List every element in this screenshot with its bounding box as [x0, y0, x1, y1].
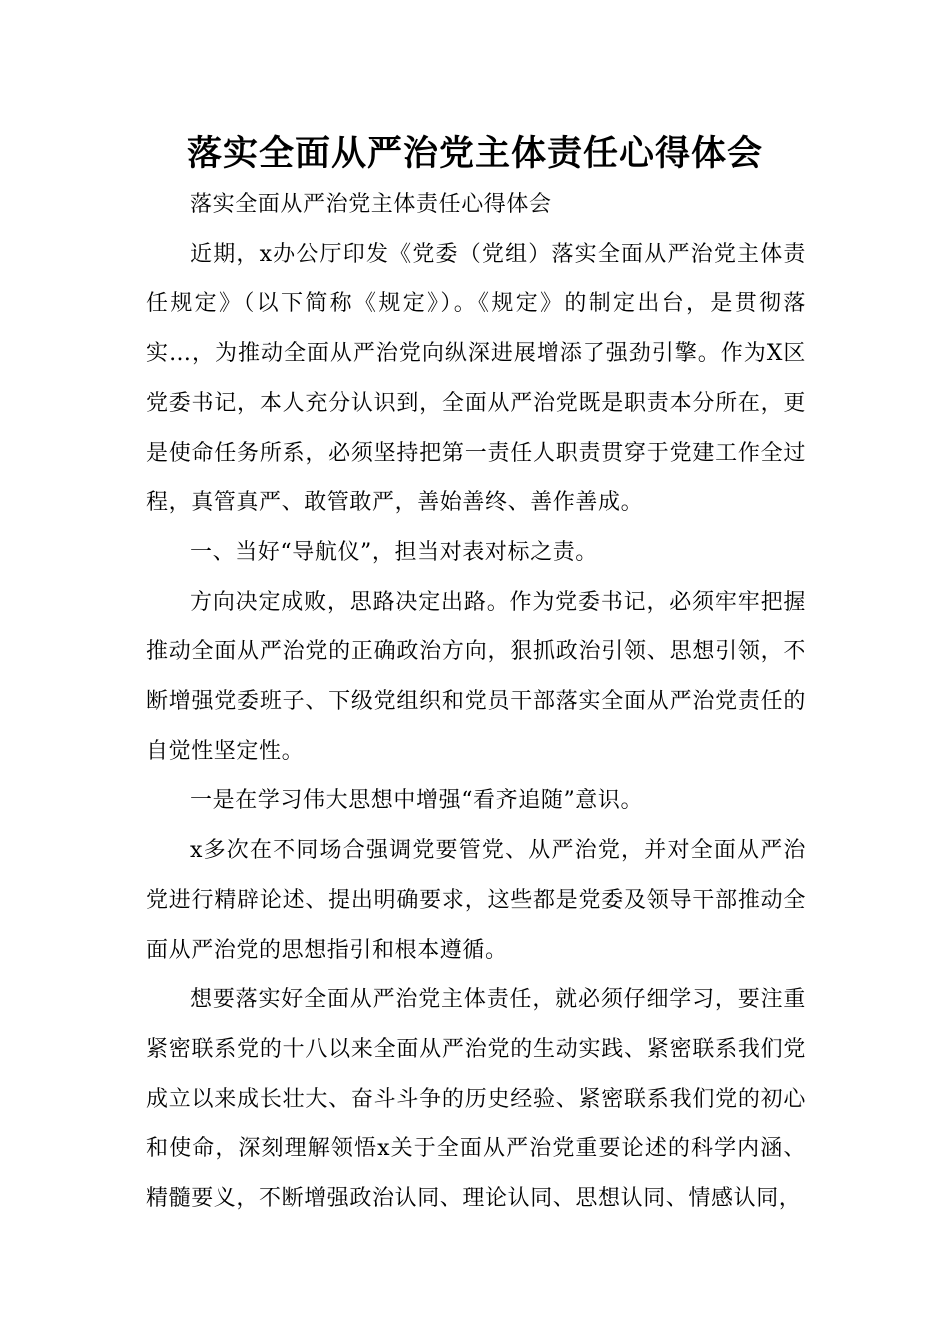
subsection-heading: 一是在学习伟大思想中增强“看齐追随”意识。: [190, 788, 644, 814]
paragraph: x多次在不同场合强调党要管党、从严治党，并对全面从严治党进行精辟论述、提出明确要求，这些都是党委及领导干部推动全面从严治党的思想指引和根本遵循。: [146, 838, 806, 963]
section-heading: 一、当好“导航仪”，担当对表对标之责。: [190, 539, 598, 565]
paragraph: 方向决定成败，思路决定出路。作为党委书记，必须牢牢把握推动全面从严治党的正确政治方向，狠抓政治引领、思想引领，不断增强党委班子、下级党组织和党员干部落实全面从严治党责任的自觉性坚定性。: [146, 589, 806, 764]
paragraph-subtitle: 落实全面从严治党主体责任心得体会: [190, 192, 552, 217]
paragraph: 想要落实好全面从严治党主体责任，就必须仔细学习，要注重紧密联系党的十八以来全面从严治党的生动实践、紧密联系我们党成立以来成长壮大、奋斗斗争的历史经验、紧密联系我们党的初心和使命，深刻理解领悟x关于全面从严治党重要论述的科学内涵、精髓要义，不断增强政治认同、理论认同、思想认同、情感认同，: [146, 987, 806, 1212]
document-body: [146, 180, 806, 1224]
document-title: 落实全面从严治党主体责任心得体会: [186, 134, 763, 174]
paragraph: 近期，x办公厅印发《党委（党组）落实全面从严治党主体责任规定》（以下简称《规定》）。《规定》的制定出台，是贯彻落实…，为推动全面从严治党向纵深进展增添了强劲引擎。作为X区党委书记，本人充分认识到，全面从严治党既是职责本分所在，更是使命任务所系，必须坚持把第一责任人职责贯穿于党建工作全过程，真管真严、敢管敢严，善始善终、善作善成。: [146, 241, 806, 516]
